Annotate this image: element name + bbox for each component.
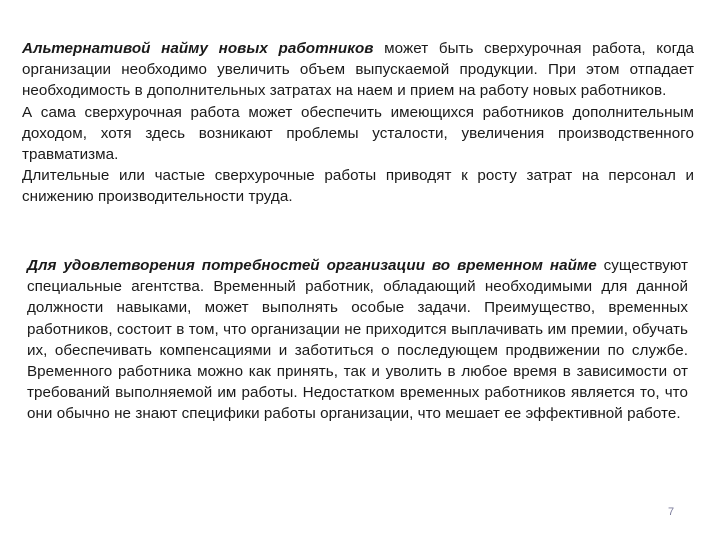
paragraph-overtime-intro [22, 38, 694, 102]
emphasis-temporary-lead: Для удовлетворения потребностей организации во временном найме [27, 257, 597, 274]
text-block-temporary-hiring [27, 255, 688, 425]
paragraph-temporary-workers [27, 255, 688, 425]
page-number: 7 [668, 506, 675, 518]
paragraph-text: существуют специальные агентства. Временный работник, обладающий необходимыми для данной должности навыками, может выполнять особые задачи. Преимущество, временных работников, состоит в том, что организации не приходится выплачивать им премии, обучать их, обеспечивать компенсациями и заботиться о последующем продвижении по службе. Временного работника можно как принять, так и уволить в любое время в зависимости от требований выполняемой им работы. Недостатком временных работников является то, что они обычно не знают специфики работы организации, что мешает ее эффективной работе. [27, 257, 688, 423]
text-block-overtime [22, 38, 694, 208]
emphasis-overtime-lead: Альтернативой найму новых работников [22, 40, 374, 57]
paragraph-overtime-costs: Длительные или частые сверхурочные работы приводят к росту затрат на персонал и снижению производительности труда. [22, 167, 694, 206]
paragraph-overtime-benefits: А сама сверхурочная работа может обеспечить имеющихся работников дополнительным доходом, хотя здесь возникают проблемы усталости, увеличения производственного травматизма. [22, 103, 694, 164]
paragraph-text: может быть сверхурочная работа, когда организации необходимо увеличить объем выпускаемой продукции. При этом отпадает необходимость в дополнительных затратах на наем и прием на работу новых работников. [22, 40, 694, 100]
